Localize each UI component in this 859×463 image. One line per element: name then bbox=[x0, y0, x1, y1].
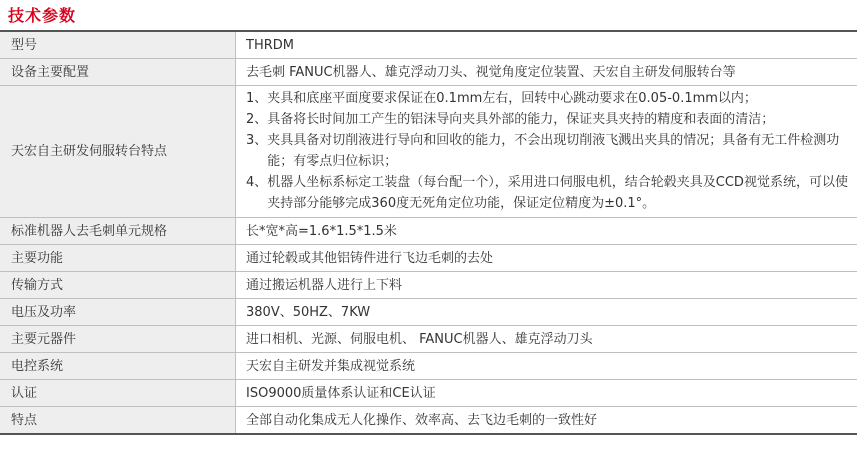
table-row-transmission bbox=[0, 272, 857, 299]
feature-text: 夹具和底座平面度要求保证在0.1mm左右，回转中心跳动要求在0.05-0.1mm以内； bbox=[267, 91, 757, 106]
row-label: 设备主要配置 bbox=[0, 59, 236, 86]
table-row-control-system bbox=[0, 353, 857, 380]
row-value: 通过搬运机器人进行上下料 bbox=[236, 272, 858, 299]
row-value: ISO9000质量体系认证和CE认证 bbox=[236, 380, 858, 407]
feature-item bbox=[246, 172, 851, 214]
table-row-unit-spec bbox=[0, 218, 857, 245]
feature-number: 1、 bbox=[246, 91, 268, 106]
feature-list bbox=[236, 86, 858, 218]
row-value: 全部自动化集成无人化操作、效率高、去飞边毛刺的一致性好 bbox=[236, 407, 858, 435]
feature-number: 2、 bbox=[246, 112, 268, 127]
row-value: 天宏自主研发并集成视觉系统 bbox=[236, 353, 858, 380]
feature-item bbox=[246, 109, 851, 130]
table-row-components bbox=[0, 326, 857, 353]
feature-number: 3、 bbox=[246, 133, 268, 148]
row-label: 传输方式 bbox=[0, 272, 236, 299]
row-label: 电控系统 bbox=[0, 353, 236, 380]
row-label: 主要功能 bbox=[0, 245, 236, 272]
section-title: 技术参数 bbox=[8, 6, 77, 25]
table-row-certification bbox=[0, 380, 857, 407]
feature-number: 4、 bbox=[246, 175, 268, 190]
table-row-voltage-power bbox=[0, 299, 857, 326]
row-label: 电压及功率 bbox=[0, 299, 236, 326]
table-row-features bbox=[0, 407, 857, 435]
row-value: 去毛刺 FANUC机器人、雄克浮动刀头、视觉角度定位装置、天宏自主研发伺服转台等 bbox=[236, 59, 858, 86]
row-value: THRDM bbox=[236, 31, 858, 59]
row-label: 标准机器人去毛刺单元规格 bbox=[0, 218, 236, 245]
row-value: 进口相机、光源、伺服电机、 FANUC机器人、雄克浮动刀头 bbox=[236, 326, 858, 353]
feature-item bbox=[246, 130, 851, 172]
row-label: 天宏自主研发伺服转台特点 bbox=[0, 86, 236, 218]
table-row-model bbox=[0, 31, 857, 59]
feature-text: 夹具具备对切削液进行导向和回收的能力，不会出现切削液飞溅出夹具的情况；具备有无工件检测功能；有零点归位标识； bbox=[267, 133, 840, 169]
feature-item bbox=[246, 88, 851, 109]
row-value: 380V、50HZ、7KW bbox=[236, 299, 858, 326]
row-label: 特点 bbox=[0, 407, 236, 435]
row-value: 通过轮毂或其他铝铸件进行飞边毛刺的去处 bbox=[236, 245, 858, 272]
table-row-main-function bbox=[0, 245, 857, 272]
table-row-configuration bbox=[0, 59, 857, 86]
table-row-turntable-features bbox=[0, 86, 857, 218]
spec-table bbox=[0, 30, 857, 435]
row-value: 长*宽*高=1.6*1.5*1.5米 bbox=[236, 218, 858, 245]
feature-text: 机器人坐标系标定工装盘（每台配一个），采用进口伺服电机，结合轮毂夹具及CCD视觉系统，可以使夹持部分能够完成360度无死角定位功能，保证定位精度为±0.1°。 bbox=[267, 175, 848, 211]
row-label: 型号 bbox=[0, 31, 236, 59]
row-label: 主要元器件 bbox=[0, 326, 236, 353]
row-label: 认证 bbox=[0, 380, 236, 407]
feature-text: 具备将长时间加工产生的铝沫导向夹具外部的能力，保证夹具夹持的精度和表面的清洁； bbox=[267, 112, 775, 127]
